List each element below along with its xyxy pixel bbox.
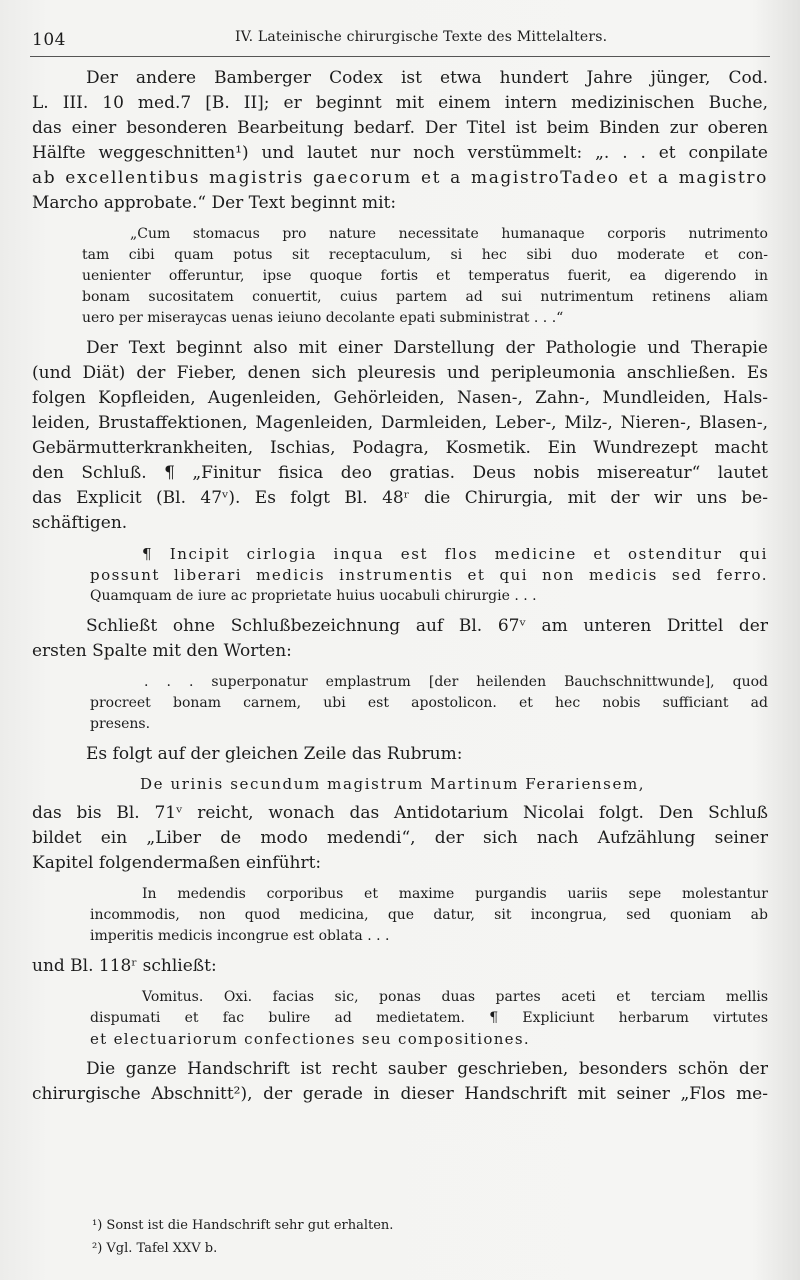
- quote-2: [32, 544, 768, 607]
- text-line: folgen Kopfleiden, Augenleiden, Gehörleiden, Nasen-, Zahn-, Mundleiden, Hals-: [32, 388, 768, 408]
- text-line: schäftigen.: [32, 513, 128, 533]
- quote-5: [32, 987, 768, 1050]
- paragraph-4: Es folgt auf der gleichen Zeile das Rubrum:: [86, 744, 463, 764]
- quote-line: „Cum stomacus pro nature necessitate humanaque corporis nutrimento: [130, 226, 768, 242]
- text-line: bildet ein „Liber de modo medendi“, der sich nach Aufzählung seiner: [32, 828, 768, 848]
- text-line: das bis Bl. 71ᵛ reicht, wonach das Antidotarium Nicolai folgt. Den Schluß: [32, 803, 768, 823]
- quote-line: ¶ Incipit cirlogia inqua est flos medicine et ostenditur qui: [142, 545, 768, 563]
- quote-line: . . . superponatur emplastrum [der heilenden Bauchschnittwunde], quod: [144, 674, 768, 690]
- text-line: ersten Spalte mit den Worten:: [32, 641, 292, 661]
- quote-line: et electuariorum confectiones seu compositiones.: [90, 1030, 530, 1048]
- text-line: L. III. 10 med.7 [B. II]; er beginnt mit einem intern medizinischen Buche,: [32, 93, 768, 113]
- quote-line: Quamquam de iure ac proprietate huius uocabuli chirurgie . . .: [90, 588, 537, 604]
- quote-4: [32, 884, 768, 947]
- quote-line: Vomitus. Oxi. facias sic, ponas duas partes aceti et terciam mellis: [142, 989, 768, 1005]
- page-number: 104: [32, 30, 66, 50]
- quote-line: bonam sucositatem conuertit, cuius partem ad sui nutrimentum retinens aliam: [82, 289, 768, 305]
- running-head: IV. Lateinische chirurgische Texte des Mittelalters.: [235, 29, 608, 45]
- text-line: Gebärmutterkrankheiten, Ischias, Podagra, Kosmetik. Ein Wundrezept macht: [32, 438, 768, 458]
- text-line: Marcho approbate.“ Der Text beginnt mit:: [32, 193, 397, 213]
- footnote-1: ¹) Sonst ist die Handschrift sehr gut erhalten.: [92, 1218, 394, 1233]
- paragraph-2: [32, 336, 768, 536]
- footnotes: [92, 1214, 393, 1260]
- text-line: Die ganze Handschrift ist recht sauber geschrieben, besonders schön der: [86, 1059, 768, 1079]
- text-line: das einer besonderen Bearbeitung bedarf. Der Titel ist beim Binden zur oberen: [32, 118, 768, 138]
- paragraph-3: [32, 614, 768, 664]
- text-line: ab excellentibus magistris gaecorum et a magistroTadeo et a magistro: [32, 168, 768, 188]
- quote-line: procreet bonam carnem, ubi est apostolicon. et hec nobis sufficiant ad: [90, 695, 768, 711]
- text-line: Schließt ohne Schlußbezeichnung auf Bl. 67ᵛ am unteren Drittel der: [86, 616, 768, 636]
- text-line: Der Text beginnt also mit einer Darstellung der Pathologie und Therapie: [86, 338, 768, 358]
- paragraph-6: und Bl. 118ʳ schließt:: [32, 956, 217, 976]
- text-line: Der andere Bamberger Codex ist etwa hundert Jahre jünger, Cod.: [86, 68, 768, 88]
- text-line: Kapitel folgendermaßen einführt:: [32, 853, 322, 873]
- quote-line: tam cibi quam potus sit receptaculum, si hec sibi duo moderate et con-: [82, 247, 768, 263]
- quote-line: imperitis medicis incongrue est oblata . . .: [90, 928, 390, 944]
- text-line: den Schluß. ¶ „Finitur fisica deo gratias. Deus nobis misereatur“ lautet: [32, 463, 768, 483]
- text-line: chirurgische Abschnitt²), der gerade in dieser Handschrift mit seiner „Flos me-: [32, 1084, 768, 1104]
- text-line: Hälfte weggeschnitten¹) und lautet nur noch verstümmelt: „. . . et conpilate: [32, 143, 768, 163]
- page-header: [30, 24, 770, 57]
- quote-line: dispumati et fac bulire ad medietatem. ¶ Expliciunt herbarum virtutes: [90, 1010, 768, 1026]
- quote-line: presens.: [90, 716, 151, 732]
- quote-line: possunt liberari medicis instrumentis et qui non medicis sed ferro.: [90, 566, 768, 584]
- paragraph-5: [32, 801, 768, 876]
- quote-1: [32, 224, 768, 329]
- text-line: das Explicit (Bl. 47ᵛ). Es folgt Bl. 48ʳ die Chirurgia, mit der wir uns be-: [32, 488, 768, 508]
- quote-3: [32, 672, 768, 735]
- quote-line: In medendis corporibus et maxime purgandis uariis sepe molestantur: [142, 886, 768, 902]
- body-text: [32, 66, 768, 1107]
- quote-line: uenienter offeruntur, ipse quoque fortis et temperatus fuerit, ea digerendo in: [82, 268, 768, 284]
- quote-line: uero per miseraycas uenas ieiuno decolante epati subministrat . . .“: [82, 310, 564, 326]
- text-line: leiden, Brustaffektionen, Magenleiden, Darmleiden, Leber-, Milz-, Nieren-, Blasen-,: [32, 413, 768, 433]
- rubrum-line: De urinis secundum magistrum Martinum Ferariensem,: [140, 775, 646, 793]
- paragraph-7: [32, 1057, 768, 1107]
- paragraph-1: [32, 66, 768, 216]
- footnote-2: ²) Vgl. Tafel XXV b.: [92, 1241, 218, 1256]
- quote-line: incommodis, non quod medicina, que datur, sit incongrua, sed quoniam ab: [90, 907, 768, 923]
- text-line: (und Diät) der Fieber, denen sich pleuresis und peripleumonia anschließen. Es: [32, 363, 768, 383]
